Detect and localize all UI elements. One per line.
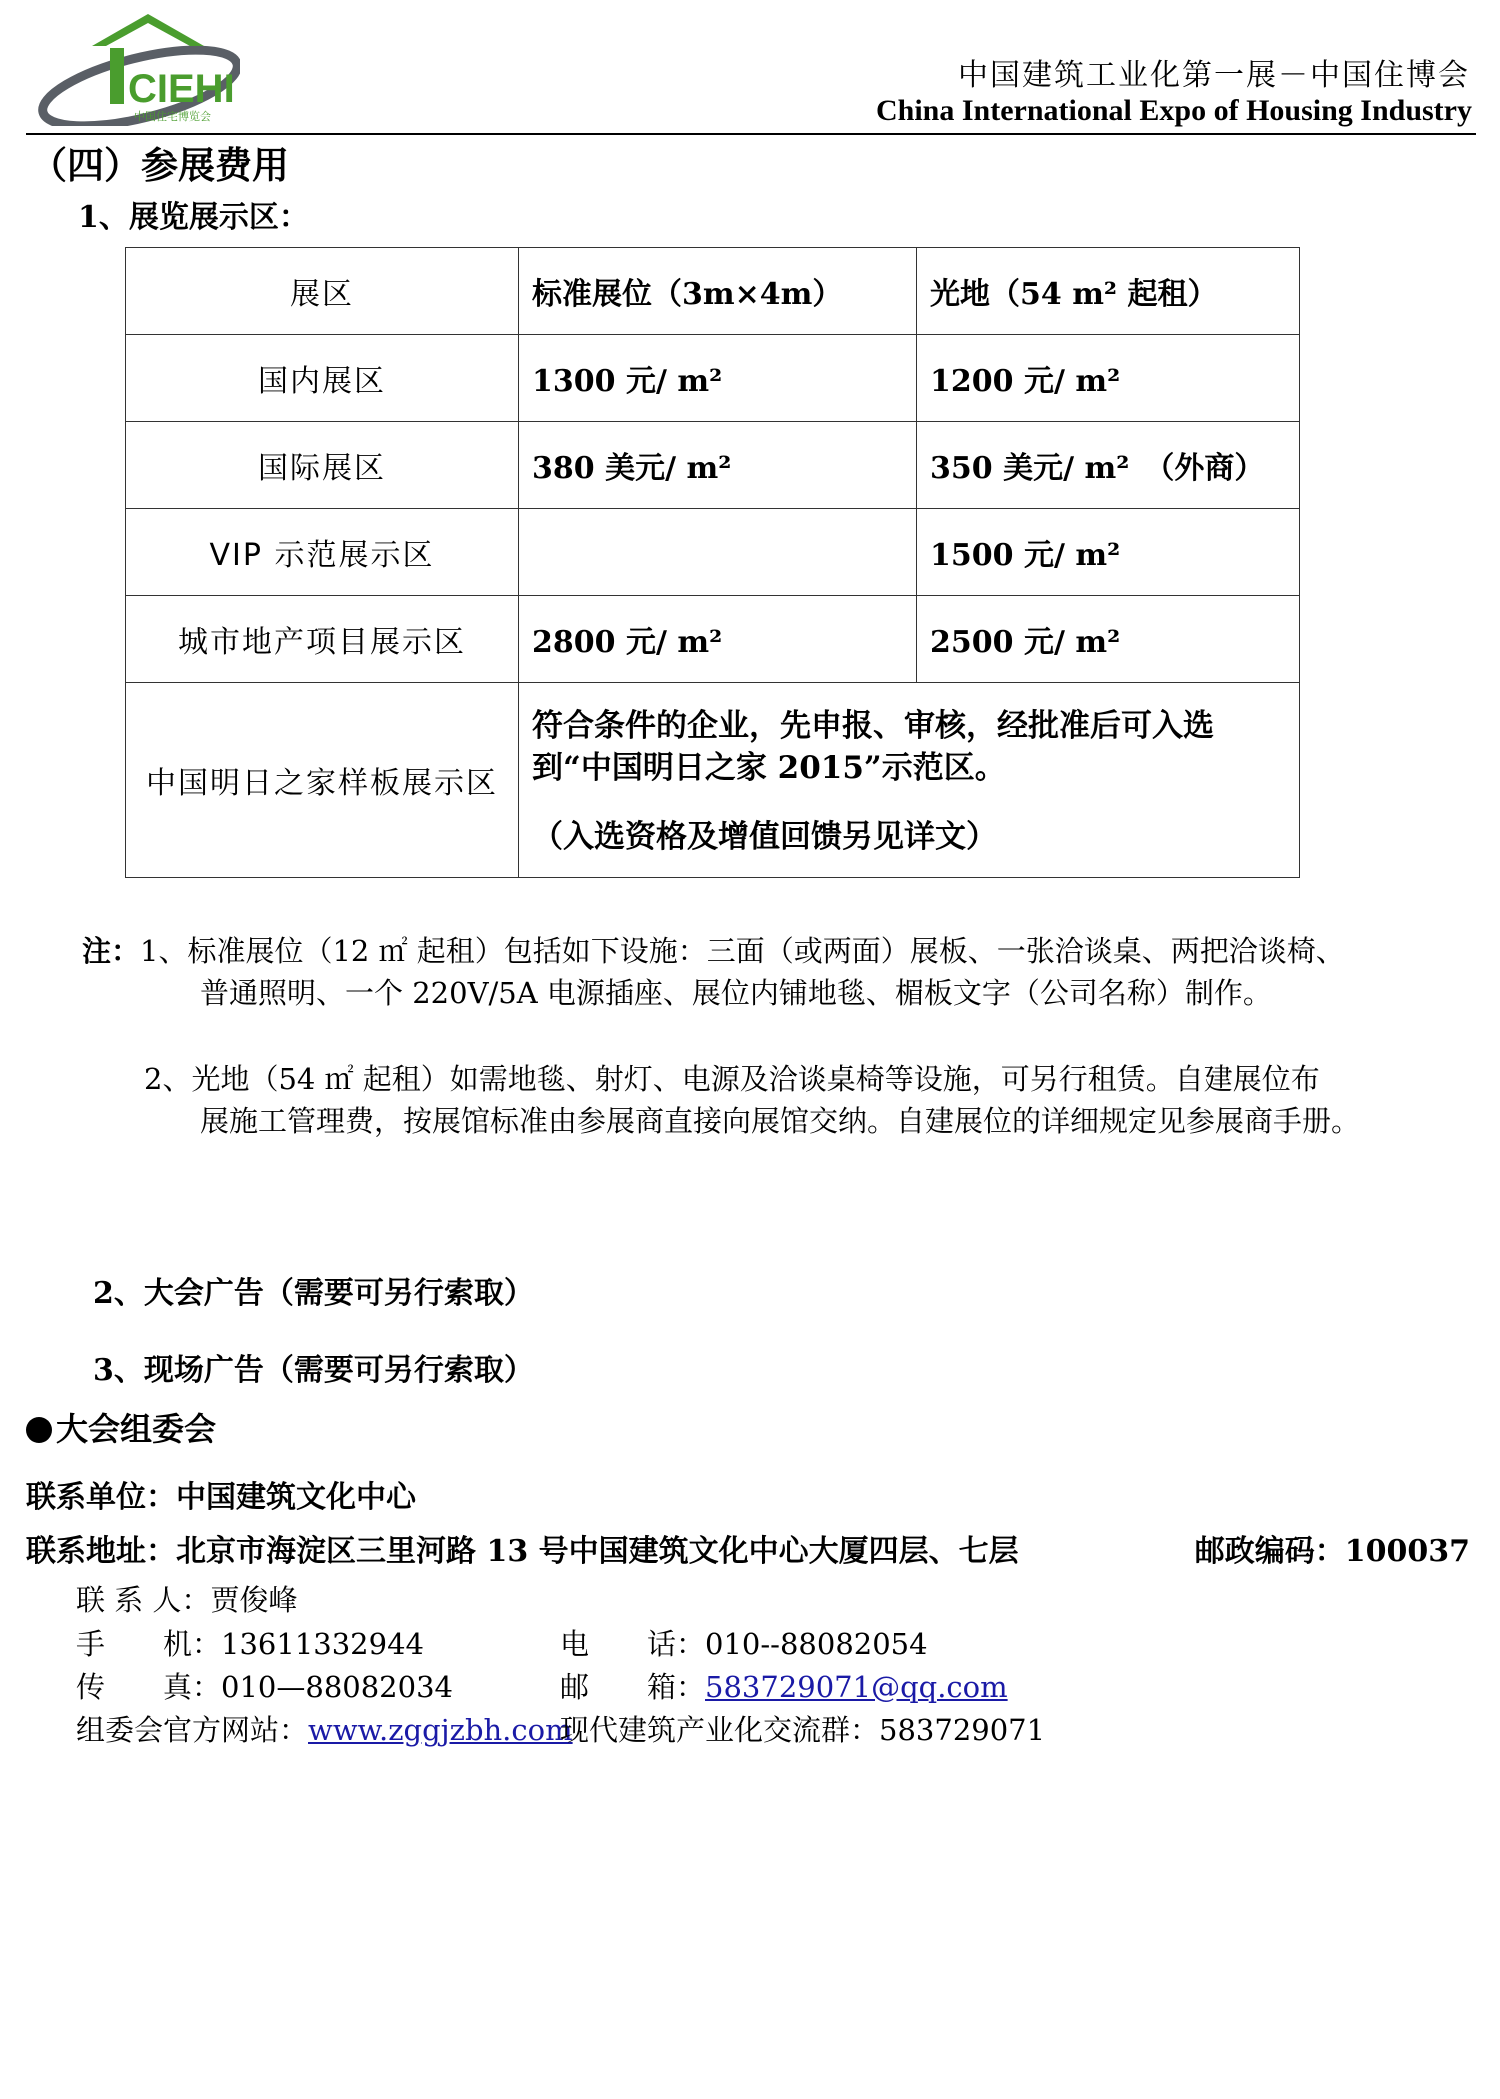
committee-title: 大会组委会	[56, 1410, 217, 1448]
postcode	[1195, 1526, 1470, 1570]
contact-website	[76, 1708, 573, 1749]
phone-label: 电 话：	[560, 1627, 706, 1661]
note-label: 注：	[82, 934, 141, 968]
phone-value: 010--88082054	[705, 1627, 928, 1661]
person-label: 联 系 人：	[76, 1583, 211, 1617]
website-label: 组委会官方网站：	[76, 1713, 309, 1747]
zone-cell: 城市地产项目展示区	[126, 596, 519, 683]
postcode-value: 100037	[1344, 1534, 1470, 1569]
committee-heading	[26, 1404, 216, 1450]
table-row	[126, 335, 1300, 422]
zone-cell: 中国明日之家样板展示区	[126, 683, 519, 878]
fax-label: 传 真：	[76, 1670, 222, 1704]
table-row	[126, 683, 1300, 878]
note-2-line-1: 2、光地（54 ㎡ 起租）如需地毯、射灯、电源及洽谈桌椅等设施，可另行租赁。自建展位布	[144, 1062, 1320, 1096]
address-label: 联系地址：	[26, 1534, 176, 1569]
logo-subtext: 中国住宅博览会	[134, 110, 211, 123]
email-link[interactable]: 583729071@qq.com	[705, 1670, 1008, 1704]
raw-price-cell: 1200 元/ m²	[917, 335, 1300, 422]
header-zone: 展区	[126, 248, 519, 335]
raw-price-cell: 350 美元/ m² （外商）	[917, 422, 1300, 509]
table-row	[126, 422, 1300, 509]
raw-price-cell: 2500 元/ m²	[917, 596, 1300, 683]
note-2	[82, 1058, 1492, 1142]
note-1-line-1: 1、标准展位（12 ㎡ 起租）包括如下设施：三面（或两面）展板、一张洽谈桌、两把洽谈椅、	[140, 934, 1345, 968]
contact-group	[560, 1708, 1045, 1749]
note-1-line-2: 普通照明、一个 220V/5A 电源插座、展位内铺地毯、楣板文字（公司名称）制作。	[200, 976, 1272, 1010]
contact-mobile	[76, 1622, 424, 1663]
contact-phone	[560, 1622, 928, 1663]
raw-price-cell: 1500 元/ m²	[917, 509, 1300, 596]
fee-table	[125, 247, 1300, 878]
description-text: 符合条件的企业，先申报、审核，经批准后可入选到“中国明日之家 2015”示范区。	[532, 707, 1214, 786]
header-title-en: China International Expo of Housing Industry	[876, 94, 1472, 127]
contact-fax	[76, 1665, 453, 1706]
person-value: 贾俊峰	[210, 1583, 298, 1617]
group-label: 现代建筑产业化交流群：	[560, 1713, 880, 1747]
bullet-icon	[26, 1417, 52, 1443]
fax-value: 010—88082034	[221, 1670, 453, 1704]
mobile-value: 13611332944	[221, 1627, 424, 1661]
email-label: 邮 箱：	[560, 1670, 706, 1704]
contact-email	[560, 1665, 1008, 1706]
zone-cell: VIP 示范展示区	[126, 509, 519, 596]
zone-cell: 国内展区	[126, 335, 519, 422]
standard-price-cell: 2800 元/ m²	[519, 596, 917, 683]
table-header-row	[126, 248, 1300, 335]
note-1	[82, 930, 1492, 1014]
header-raw-space: 光地（54 m² 起租）	[917, 248, 1300, 335]
unit-value: 中国建筑文化中心	[176, 1480, 416, 1515]
website-link[interactable]: www.zggjzbh.com	[308, 1713, 573, 1747]
standard-price-cell	[519, 509, 917, 596]
subsection-title: 1、展览展示区：	[78, 200, 309, 235]
zone-cell: 国际展区	[126, 422, 519, 509]
contact-person	[76, 1578, 297, 1619]
ads-conference: 2、大会广告（需要可另行索取）	[93, 1276, 534, 1311]
ads-onsite: 3、现场广告（需要可另行索取）	[93, 1353, 534, 1388]
table-row	[126, 596, 1300, 683]
standard-price-cell: 380 美元/ m²	[519, 422, 917, 509]
section-title: （四）参展费用	[30, 143, 289, 187]
unit-label: 联系单位：	[26, 1480, 176, 1515]
group-value: 583729071	[879, 1713, 1046, 1747]
header-standard: 标准展位（3m×4m）	[519, 248, 917, 335]
merged-description-cell	[519, 683, 1300, 878]
svg-text:CIEHI: CIEHI	[128, 67, 235, 111]
address-value: 北京市海淀区三里河路 13 号中国建筑文化中心大厦四层、七层	[176, 1534, 1019, 1569]
contact-unit	[26, 1472, 416, 1516]
mobile-label: 手 机：	[76, 1627, 222, 1661]
contact-address	[26, 1526, 1019, 1570]
standard-price-cell: 1300 元/ m²	[519, 335, 917, 422]
ciehi-logo	[30, 8, 240, 126]
header-title-cn: 中国建筑工业化第一展－中国住博会	[958, 58, 1470, 93]
postcode-label: 邮政编码：	[1194, 1534, 1345, 1569]
note-2-line-2: 展施工管理费，按展馆标准由参展商直接向展馆交纳。自建展位的详细规定见参展商手册。	[200, 1104, 1361, 1138]
description-note: （入选资格及增值回馈另见详文）	[532, 818, 997, 855]
table-row	[126, 509, 1300, 596]
